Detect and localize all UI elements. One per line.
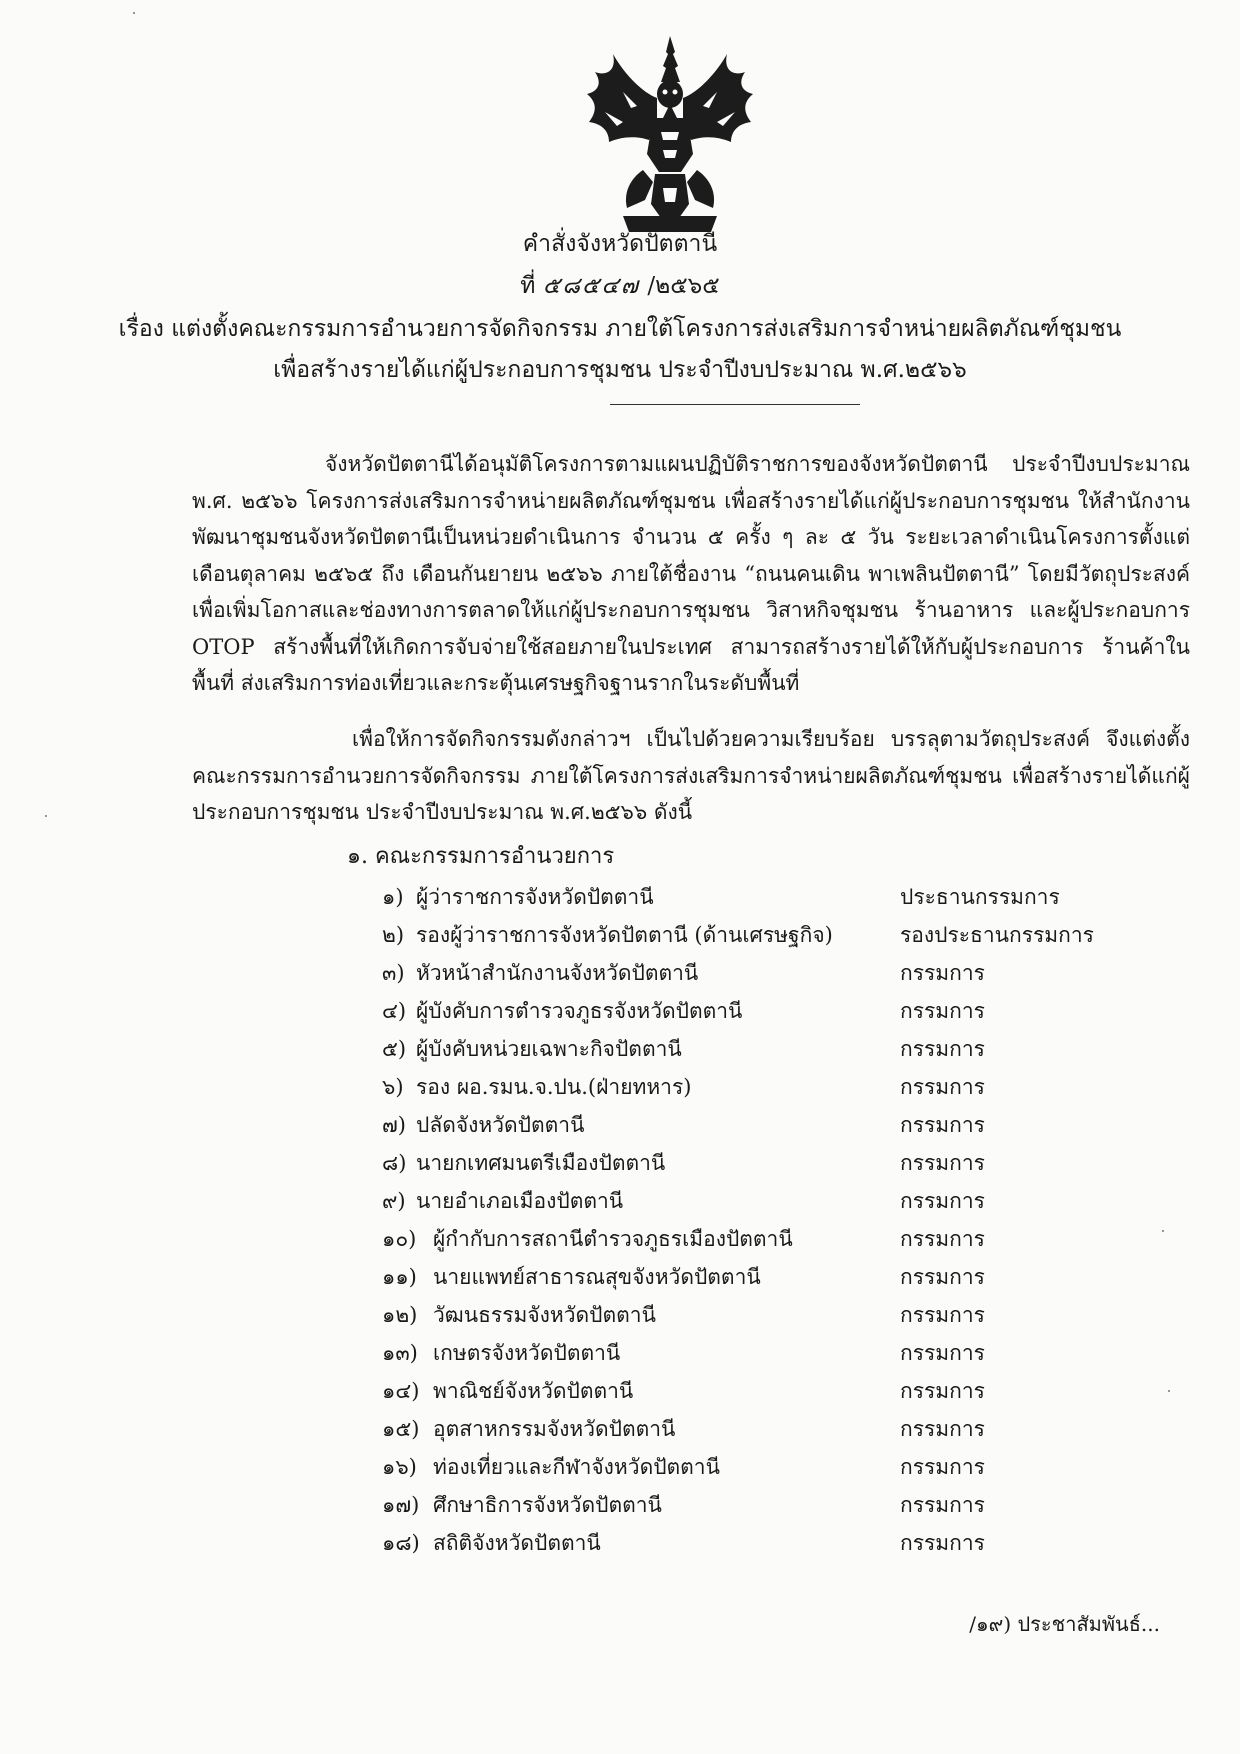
member-role: กรรมการ — [900, 1113, 985, 1137]
committee-heading: ๑. คณะกรรมการอำนวยการ — [347, 844, 615, 869]
member-position: ผู้ว่าราชการจังหวัดปัตตานี — [416, 885, 654, 909]
member-position: นายกเทศมนตรีเมืองปัตตานี — [416, 1151, 666, 1175]
member-role: กรรมการ — [900, 1227, 985, 1251]
committee-member — [0, 1034, 1240, 1072]
member-role: กรรมการ — [900, 961, 985, 985]
member-position: นายอำเภอเมืองปัตตานี — [416, 1189, 624, 1213]
member-role: กรรมการ — [900, 1417, 985, 1441]
committee-member — [0, 1338, 1240, 1376]
committee-member — [0, 958, 1240, 996]
subject-line-1: เรื่อง แต่งตั้งคณะกรรมการอำนวยการจัดกิจกรรม ภายใต้โครงการส่งเสริมการจำหน่ายผลิตภัณฑ์ชุมชน — [118, 316, 1122, 342]
committee-member — [0, 996, 1240, 1034]
member-role: กรรมการ — [900, 1189, 985, 1213]
member-role: กรรมการ — [900, 1075, 985, 1099]
member-position: สถิติจังหวัดปัตตานี — [433, 1531, 601, 1555]
committee-member — [0, 1376, 1240, 1414]
member-number: ๑) — [382, 885, 404, 909]
member-role: กรรมการ — [900, 1303, 985, 1327]
committee-member — [0, 1490, 1240, 1528]
member-position: อุตสาหกรรมจังหวัดปัตตานี — [433, 1417, 676, 1441]
member-position: ผู้บังคับการตำรวจภูธรจังหวัดปัตตานี — [416, 999, 743, 1023]
member-position: นายแพทย์สาธารณสุขจังหวัดปัตตานี — [433, 1265, 761, 1289]
member-position: วัฒนธรรมจังหวัดปัตตานี — [433, 1303, 656, 1327]
member-number: ๑๑) — [382, 1265, 417, 1289]
committee-member — [0, 1262, 1240, 1300]
member-position: ท่องเที่ยวและกีฬาจังหวัดปัตตานี — [433, 1455, 720, 1479]
member-number: ๔) — [382, 999, 407, 1023]
order-number: ๕๘๕๔๗ — [542, 273, 641, 299]
committee-member — [0, 920, 1240, 958]
member-role: กรรมการ — [900, 1151, 985, 1175]
member-position: รองผู้ว่าราชการจังหวัดปัตตานี (ด้านเศรษฐกิจ) — [416, 923, 833, 947]
member-number: ๕) — [382, 1037, 407, 1061]
committee-member — [0, 1300, 1240, 1338]
subject-line-2: เพื่อสร้างรายได้แก่ผู้ประกอบการชุมชน ประจำปีงบประมาณ พ.ศ.๒๕๖๖ — [273, 357, 967, 383]
member-number: ๑๐) — [382, 1227, 417, 1251]
committee-member — [0, 882, 1240, 920]
member-role: กรรมการ — [900, 1379, 985, 1403]
page-continuation-note: /๑๙) ประชาสัมพันธ์... — [969, 1612, 1160, 1636]
member-role: ประธานกรรมการ — [900, 885, 1060, 909]
member-position: พาณิชย์จังหวัดปัตตานี — [433, 1379, 634, 1403]
member-position: ผู้บังคับหน่วยเฉพาะกิจปัตตานี — [416, 1037, 682, 1061]
member-number: ๑๕) — [382, 1417, 420, 1441]
order-prefix: ที่ — [520, 273, 536, 299]
member-role: กรรมการ — [900, 1341, 985, 1365]
member-position: เกษตรจังหวัดปัตตานี — [433, 1341, 621, 1365]
scan-speck — [1168, 1390, 1170, 1392]
member-role: กรรมการ — [900, 1493, 985, 1517]
committee-member — [0, 1072, 1240, 1110]
title-divider — [610, 404, 860, 405]
member-number: ๑๖) — [382, 1455, 417, 1479]
member-number: ๑๔) — [382, 1379, 420, 1403]
body-paragraph-2: เพื่อให้การจัดกิจกรรมดังกล่าวฯ เป็นไปด้วยความเรียบร้อย บรรลุตามวัตถุประสงค์ จึงแต่งตั้งคณะกรรมการอำนวยการจัดกิจกรรม ภายใต้โครงการส่งเสริมการจำหน่ายผลิตภัณฑ์ชุมชน เพื่อสร้างรายได้แก่ผู้ประกอบการชุมชน ประจำปีงบประมาณ พ.ศ.๒๕๖๖ ดังนี้ — [192, 727, 1190, 824]
body-paragraph-1: จังหวัดปัตตานีได้อนุมัติโครงการตามแผนปฏิบัติราชการของจังหวัดปัตตานี ประจำปีงบประมาณ พ.ศ. ๒๕๖๖ โครงการส่งเสริมการจำหน่ายผลิตภัณฑ์ชุมชน เพื่อสร้างรายได้แก่ผู้ประกอบการชุมชน ให้สำนักงานพัฒนาชุมชนจังหวัดปัตตานีเป็นหน่วยดำเนินการ จำนวน ๕ ครั้ง ๆ ละ ๕ วัน ระยะเวลาดำเนินโครงการตั้งแต่เดือนตุลาคม ๒๕๖๕ ถึง เดือนกันยายน ๒๕๖๖ ภายใต้ชื่องาน “ถนนคนเดิน พาเพลินปัตตานี” โดยมีวัตถุประสงค์เพื่อเพิ่มโอกาสและช่องทางการตลาดให้แก่ผู้ประกอบการชุมชน วิสาหกิจชุมชน ร้านอาหาร และผู้ประกอบการ OTOP สร้างพื้นที่ให้เกิดการจับจ่ายใช้สอยภายในประเทศ สามารถสร้างรายได้ให้กับผู้ประกอบการ ร้านค้าในพื้นที่ ส่งเสริมการท่องเที่ยวและกระตุ้นเศรษฐกิจฐานรากในระดับพื้นที่ — [192, 452, 1190, 695]
order-title: คำสั่งจังหวัดปัตตานี — [522, 231, 718, 257]
committee-member-list — [0, 882, 1240, 1566]
garuda-emblem-icon — [583, 32, 758, 237]
member-position: หัวหน้าสำนักงานจังหวัดปัตตานี — [416, 961, 699, 985]
member-number: ๗) — [382, 1113, 406, 1137]
member-role: กรรมการ — [900, 1265, 985, 1289]
member-position: ศึกษาธิการจังหวัดปัตตานี — [433, 1493, 662, 1517]
order-number-line — [0, 271, 1240, 301]
scan-speck — [1162, 1230, 1164, 1232]
member-number: ๖) — [382, 1075, 404, 1099]
committee-member — [0, 1528, 1240, 1566]
committee-member — [0, 1414, 1240, 1452]
committee-member — [0, 1186, 1240, 1224]
member-number: ๒) — [382, 923, 405, 947]
member-number: ๑๗) — [382, 1493, 420, 1517]
member-number: ๑๓) — [382, 1341, 418, 1365]
member-position: รอง ผอ.รมน.จ.ปน.(ฝ่ายทหาร) — [416, 1075, 692, 1099]
member-number: ๑๘) — [382, 1531, 420, 1555]
committee-member — [0, 1224, 1240, 1262]
scan-speck — [133, 12, 135, 14]
member-role: รองประธานกรรมการ — [900, 923, 1094, 947]
member-role: กรรมการ — [900, 999, 985, 1023]
committee-member — [0, 1110, 1240, 1148]
member-role: กรรมการ — [900, 1455, 985, 1479]
member-role: กรรมการ — [900, 1531, 985, 1555]
member-number: ๑๒) — [382, 1303, 418, 1327]
member-position: ผู้กำกับการสถานีตำรวจภูธรเมืองปัตตานี — [433, 1227, 793, 1251]
committee-member — [0, 1452, 1240, 1490]
member-number: ๘) — [382, 1151, 407, 1175]
member-position: ปลัดจังหวัดปัตตานี — [416, 1113, 585, 1137]
member-number: ๙) — [382, 1189, 406, 1213]
scan-speck — [45, 815, 47, 817]
member-role: กรรมการ — [900, 1037, 985, 1061]
member-number: ๓) — [382, 961, 405, 985]
order-year: /๒๕๖๕ — [647, 273, 720, 299]
committee-member — [0, 1148, 1240, 1186]
